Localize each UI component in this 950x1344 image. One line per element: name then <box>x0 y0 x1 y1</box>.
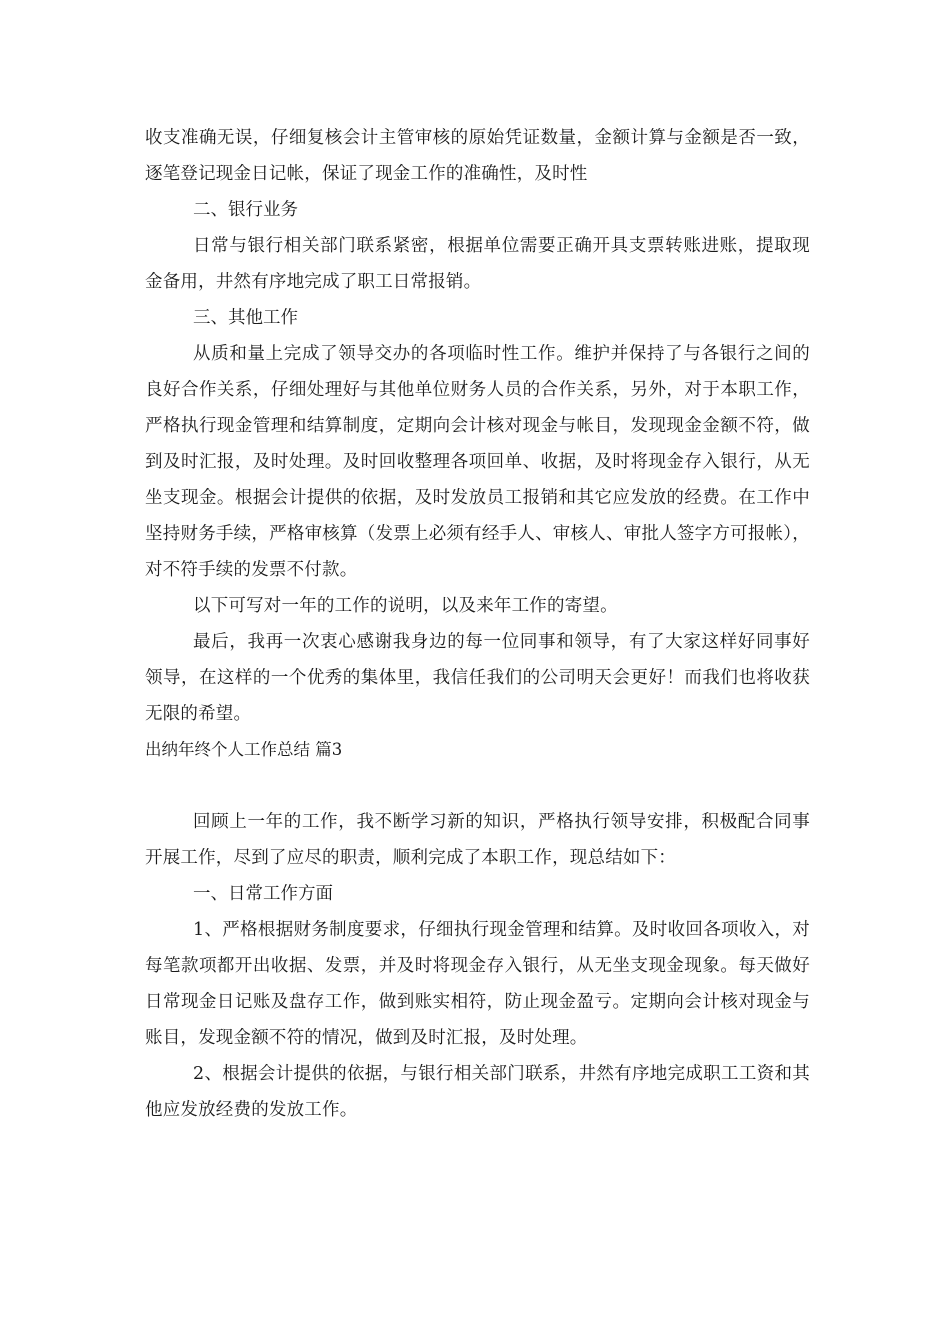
document-body <box>145 120 810 1128</box>
section-heading: 二、银行业务 <box>193 200 298 220</box>
paragraph: 以下可写对一年的工作的说明，以及来年工作的寄望。 <box>193 596 618 616</box>
paragraph: 2、根据会计提供的依据，与银行相关部门联系，井然有序地完成职工工资和其他应发放经费的发放工作。 <box>145 1064 810 1120</box>
paragraph-continued: 收支准确无误，仔细复核会计主管审核的原始凭证数量，金额计算与金额是否一致，逐笔登记现金日记帐，保证了现金工作的准确性，及时性 <box>145 128 810 184</box>
paragraph: 最后，我再一次衷心感谢我身边的每一位同事和领导，有了大家这样好同事好领导，在这样的一个优秀的集体里，我信任我们的公司明天会更好！而我们也将收获无限的希望。 <box>145 632 810 724</box>
paragraph: 1、严格根据财务制度要求，仔细执行现金管理和结算。及时收回各项收入，对每笔款项都开出收据、发票，并及时将现金存入银行，从无坐支现金现象。每天做好日常现金日记账及盘存工作，做到账实相符，防止现金盈亏。定期向会计核对现金与账目，发现金额不符的情况，做到及时汇报，及时处理。 <box>145 920 810 1048</box>
document-section-title: 出纳年终个人工作总结 篇3 <box>145 740 343 759</box>
section-heading: 三、其他工作 <box>193 308 298 328</box>
paragraph: 从质和量上完成了领导交办的各项临时性工作。维护并保持了与各银行之间的良好合作关系，仔细处理好与其他单位财务人员的合作关系，另外，对于本职工作，严格执行现金管理和结算制度，定期向会计核对现金与帐目，发现现金金额不符，做到及时汇报，及时处理。及时回收整理各项回单、收据，及时将现金存入银行，从无坐支现金。根据会计提供的依据，及时发放员工报销和其它应发放的经费。在工作中坚持财务手续，严格审核算（发票上必须有经手人、审核人、审批人签字方可报帐），对不符手续的发票不付款。 <box>145 344 810 580</box>
section-heading: 一、日常工作方面 <box>193 884 333 904</box>
paragraph: 日常与银行相关部门联系紧密，根据单位需要正确开具支票转账进账，提取现金备用，井然有序地完成了职工日常报销。 <box>145 236 810 292</box>
paragraph: 回顾上一年的工作，我不断学习新的知识，严格执行领导安排，积极配合同事开展工作，尽到了应尽的职责，顺利完成了本职工作，现总结如下： <box>145 812 810 868</box>
blank-line <box>145 768 810 804</box>
